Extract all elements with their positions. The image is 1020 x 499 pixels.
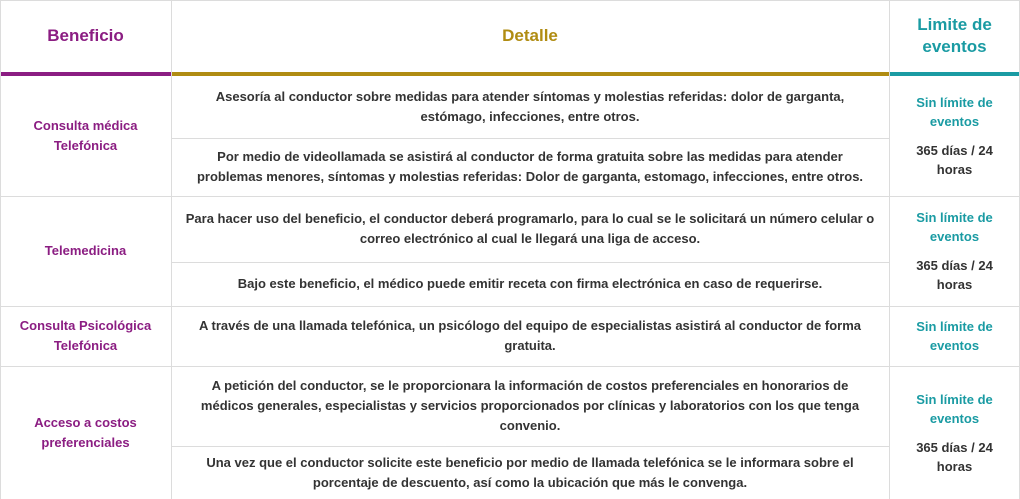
row-4-limit-primary: Sin límite de eventos [916, 391, 993, 426]
row-4-benefit [0, 366, 171, 499]
row-2-limit-secondary: 365 días / 24 horas [916, 258, 993, 292]
row-3-limit [889, 306, 1020, 366]
row-2-detail-1 [171, 196, 889, 262]
row-2-benefit-label: Telemedicina [44, 243, 127, 258]
divider [171, 0, 172, 499]
row-1-detail-1 [171, 76, 889, 138]
row-1-detail-1-text: Asesoría al conductor sobre medidas para atender síntomas y molestias referidas: dolor de garganta, estómago, infecciones, entre otros. [215, 89, 845, 124]
row-2-detail-1-text: Para hacer uso del beneficio, el conductor deberá programarlo, para lo cual se le solicitará un número celular o correo electrónico al cual le llegará una liga de acceso. [185, 211, 875, 246]
divider [0, 196, 1020, 197]
divider [171, 262, 889, 263]
header-beneficio-label: Beneficio [47, 26, 124, 45]
row-1-detail-2 [171, 138, 889, 196]
row-2-limit [889, 196, 1020, 306]
header-limite [889, 0, 1020, 76]
row-1-limit-primary: Sin límite de eventos [916, 95, 993, 129]
row-4-detail-1-text: A petición del conductor, se le proporcionara la información de costos preferenciales en honorarios de médicos generales, especialistas y servicios proporcionados por clínicas y laboratorios con los que tenga convenio. [200, 378, 860, 433]
row-3-limit-primary: Sin límite de eventos [916, 319, 993, 353]
row-2-limit-primary: Sin límite de eventos [916, 210, 993, 244]
header-beneficio [0, 0, 171, 76]
divider [171, 138, 889, 139]
row-3-benefit-label: Consulta Psicológica Telefónica [19, 318, 152, 353]
row-3-benefit [0, 306, 171, 366]
row-4-benefit-label: Acceso a costos preferenciales [34, 414, 137, 450]
divider [0, 366, 1020, 367]
header-detalle-label: Detalle [502, 26, 558, 45]
row-4-limit [889, 366, 1020, 499]
row-2-detail-2-text: Bajo este beneficio, el médico puede emitir receta con firma electrónica en caso de requerirse. [237, 276, 823, 291]
row-3-detail-1 [171, 306, 889, 366]
row-4-detail-2-text: Una vez que el conductor solicite este beneficio por medio de llamada telefónica se le informara sobre el porcentaje de descuento, así como la ubicación que más le convenga. [206, 454, 854, 490]
header-limite-label: Limite de eventos [917, 15, 992, 56]
divider [0, 0, 1020, 1]
row-1-limit [889, 76, 1020, 196]
row-2-benefit [0, 196, 171, 306]
divider [171, 446, 889, 447]
row-4-limit-secondary: 365 días / 24 horas [916, 439, 993, 474]
row-1-benefit-label: Consulta médica Telefónica [33, 118, 138, 153]
row-1-limit-secondary: 365 días / 24 horas [916, 143, 993, 177]
row-1-benefit [0, 76, 171, 196]
row-1-detail-2-text: Por medio de videollamada se asistirá al conductor de forma gratuita sobre las medidas para atender problemas menores, síntomas y molestias referidas: Dolor de garganta, estomago, infecciones, entre otros. [196, 149, 864, 184]
divider [889, 0, 890, 499]
row-4-detail-2 [171, 446, 889, 499]
divider [0, 0, 1, 499]
row-3-detail-1-text: A través de una llamada telefónica, un psicólogo del equipo de especialistas asistirá al conductor de forma gratuita. [199, 318, 861, 353]
row-2-detail-2 [171, 262, 889, 306]
row-4-detail-1 [171, 366, 889, 446]
divider [0, 306, 1020, 307]
header-detalle [171, 0, 889, 76]
